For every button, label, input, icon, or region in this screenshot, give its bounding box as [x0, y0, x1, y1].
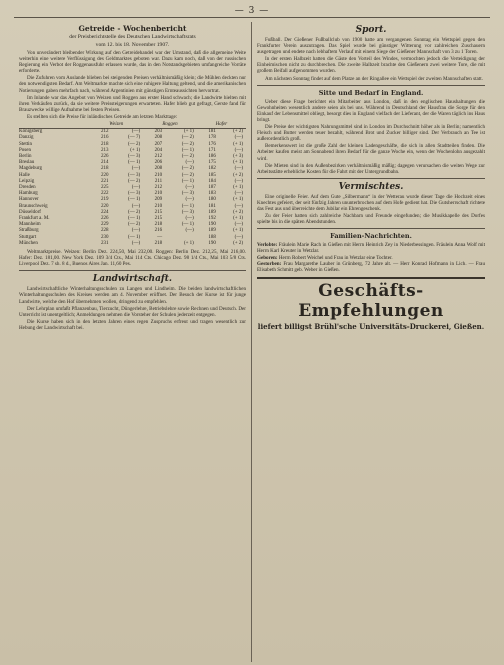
- family-text: Herrn Robert Weichel und Frau in Wetzlar eine Tochter.: [278, 254, 393, 261]
- price-cell: 230: [100, 234, 109, 240]
- england-heading: Sitte und Bedarf in England.: [318, 88, 424, 97]
- price-cell: (+ 1): [233, 185, 243, 191]
- price-cell: (+ 1): [183, 240, 194, 246]
- sport-heading: Sport.: [355, 25, 387, 35]
- england-paragraph: Die Preise der wichtigsten Nahrungsmittel sind in London im Durchschnitt höher als in Berlin; namentlich Fleisch und Butter werden teuer bezahlt, während Brot und Zucker billiger sind. Der Verbrauch an Tee ist außerordentlich groß.: [257, 124, 485, 143]
- price-cell: (—): [234, 191, 243, 197]
- business-advertisement: [257, 277, 485, 331]
- price-cell: (— 1): [128, 160, 141, 166]
- price-cell: 221: [100, 178, 109, 184]
- ad-title: Geschäfts-Empfehlungen: [298, 281, 444, 322]
- price-cell: 185: [208, 172, 216, 178]
- grain-report-paragraph: Im Inlande war das Angebot von Weizen und Roggen aus erster Hand schwach; die Landwirte hielten mit ihren Verkäufen zurück, da sie weitere Preissteigerungen erwarteten. Hafer blieb gut gefragt, Gerste fand für Brauzwecke willige Aufnahme bei festen Preisen.: [19, 94, 246, 113]
- price-cell: 219: [100, 197, 109, 203]
- family-text: Fräulein Marie Rach in Gießen mit Herrn Heinrich Zey in Niederbessingen. Fräulein Anna Wolf mit Herrn Karl Kreuter in Wetzlar.: [257, 242, 485, 255]
- price-cell: (— 2): [181, 135, 194, 141]
- price-cell: (—): [234, 166, 243, 172]
- table-row: [19, 241, 246, 247]
- city-cell: Straßburg: [19, 228, 39, 234]
- grain-price-table: [19, 122, 246, 247]
- price-cell: (+ 3): [233, 154, 243, 160]
- price-cell: 220: [100, 203, 109, 209]
- price-cell: (—): [185, 228, 194, 234]
- price-cell: 212: [100, 129, 109, 135]
- grain-report-paragraph: Von unverändert bleibender Wirkung auf den Getreidehandel war der Umstand, daß die allgemeine Weite weiterhin eine weitere Verflüssigung des Geldmarktes geboten war. Dazu kam noch, daß von der russischen Regierung ein Verbot der Roggenausfuhr erlassen wurde, das in den Notstandsgebieten umfangreiche Vorräte erforderte.: [19, 50, 246, 75]
- table-body: [19, 129, 246, 247]
- price-cell: 218: [100, 166, 109, 172]
- price-cell: (—): [185, 185, 194, 191]
- price-cell: 189: [208, 209, 216, 215]
- price-cell: (— 2): [128, 222, 141, 228]
- price-cell: (— 2): [128, 141, 141, 147]
- price-cell: 212: [154, 185, 163, 191]
- price-cell: 226: [100, 216, 109, 222]
- family-text: Frau Margarethe Lauber in Grünberg, 72 Jahre alt. — Herr Konrad Hofmann in Lich. — Frau Elisabeth Schmitt geb. Weber in Gießen.: [257, 260, 485, 274]
- price-cell: (+ 2): [233, 209, 243, 215]
- price-cell: (—): [185, 160, 194, 166]
- city-cell: Frankfurt a. M.: [19, 216, 50, 222]
- city-cell: Braunschweig: [19, 203, 48, 209]
- price-cell: (—): [234, 178, 243, 184]
- table-header-row: [19, 122, 246, 129]
- price-cell: (— 3): [128, 154, 141, 160]
- price-cell: (— 2): [181, 172, 194, 178]
- price-cell: (— 1): [181, 203, 194, 209]
- city-cell: Hamburg: [19, 191, 38, 197]
- city-cell: Dresden: [19, 185, 36, 191]
- price-cell: 215: [154, 216, 163, 222]
- price-cell: (—): [234, 147, 243, 153]
- price-cell: 207: [154, 141, 163, 147]
- sport-paragraph: Am nächsten Sonntag findet auf dem Platze an der Ringallee ein Wettspiel der zweiten Mannschaften statt.: [265, 75, 483, 82]
- price-cell: (— 3): [128, 172, 141, 178]
- left-column: [14, 22, 252, 662]
- grain-report-paragraph: Die Zufuhren vom Auslande blieben bei steigenden Preisen verhältnismäßig klein; die Mühlen deckten nur den notwendigsten Bedarf. Am Weltmarkte machte sich eine ruhigere Haltung geltend, und die amerikanischen Notierungen gaben mehrfach nach, während Argentinien mit günstigen Ernteaussichten hervortrat.: [19, 75, 246, 94]
- price-cell: —: [157, 234, 163, 240]
- price-cell: (+ 1): [233, 216, 243, 222]
- price-cell: (— 2): [181, 154, 194, 160]
- city-cell: Magdeburg: [19, 166, 42, 172]
- price-cell: (—): [131, 166, 141, 172]
- price-cell: 176: [208, 141, 216, 147]
- price-cell: 203: [154, 129, 163, 135]
- city-cell: München: [19, 240, 38, 246]
- price-cell: (+ 1): [183, 129, 194, 135]
- agriculture-paragraph: Landwirtschaftliche Winterhaltungsschulen zu Langen und Lindheim. Die beiden landwirtschaftlichen Winterhaltungsschulen des Kreises werden am 4. November eröffnet. Der Besuch der Kurse ist für junge Landwirte, welche den Hof übernehmen wollen, dringend zu empfehlen.: [19, 286, 246, 305]
- misc-paragraph: Eine originelle Feier. Auf dem Gute „Silbermann“ in der Wetterau wurde dieser Tage die Hochzeit eines Knechtes gefeiert, der seit fünfzig Jahren ununterbrochen auf dem Hofe gedient hat. Die Gutsherrschaft richtete das Fest aus und überreichte dem Jubilar ein Ehrengeschenk.: [257, 193, 485, 212]
- price-cell: (— 2): [128, 178, 141, 184]
- grain-report-title: Getreide - Wochenbericht: [78, 24, 187, 33]
- price-cell: (+ 1): [233, 160, 243, 166]
- misc-paragraph: Zu der Feier hatten sich zahlreiche Nachbarn und Freunde eingefunden; die Musikkapelle des Dorfes spielte bis in die späten Abendstunden.: [257, 213, 485, 226]
- divider: [257, 228, 485, 229]
- price-cell: (—): [185, 197, 194, 203]
- agriculture-heading: Landwirtschaft.: [92, 274, 173, 285]
- price-cell: (— 3): [181, 191, 194, 197]
- price-cell: 180: [208, 197, 216, 203]
- price-cell: 208: [154, 135, 163, 141]
- agriculture-paragraph: Der Lehrplan umfaßt Pflanzenbau, Tierzucht, Düngerlehre, Betriebslehre sowie Rechnen und Deutsch. Der Unterricht ist unentgeltlich; Anmeldungen nehmen die Vorsteher der Schulen jederzeit entgegen.: [19, 305, 246, 318]
- columns: [14, 22, 490, 662]
- city-cell: Stuttgart: [19, 234, 37, 240]
- price-cell: (—): [234, 222, 243, 228]
- table-header: [19, 122, 89, 129]
- price-cell: 178: [208, 135, 216, 141]
- family-notice: [257, 242, 485, 254]
- city-cell: Hannover: [19, 197, 39, 203]
- price-cell: 183: [208, 191, 216, 197]
- family-heading: Familien-Nachrichten.: [330, 232, 412, 241]
- price-cell: 231: [100, 240, 109, 246]
- price-cell: (— 1): [128, 197, 141, 203]
- city-cell: Stettin: [19, 141, 33, 147]
- right-column: [252, 22, 490, 662]
- page-number: — 3 —: [14, 6, 490, 18]
- price-cell: (— 7): [128, 135, 141, 141]
- price-cell: 211: [154, 178, 163, 184]
- price-cell: 218: [100, 141, 109, 147]
- grain-report-date: vom 12. bis 18. November 1907.: [95, 42, 170, 48]
- agriculture-paragraph: Die Kurse haben sich in den letzten Jahren eines regen Zuspruchs erfreut und tragen wesentlich zur Hebung der Landwirtschaft bei.: [19, 318, 246, 331]
- england-paragraph: Die Mieten sind in den Außenbezirken verhältnismäßig mäßig; dagegen verursachen die weiten Wege zur Arbeitsstätte erhebliche Kosten für die Fahrt mit der Untergrundbahn.: [257, 162, 485, 175]
- price-cell: (—): [185, 216, 194, 222]
- price-cell: 210: [154, 191, 163, 197]
- price-cell: 224: [100, 209, 109, 215]
- price-cell: 187: [208, 185, 216, 191]
- table-header: Roggen: [143, 122, 197, 129]
- price-cell: 175: [208, 160, 216, 166]
- price-cell: (—): [131, 240, 141, 246]
- price-cell: 171: [208, 147, 216, 153]
- england-paragraph: Ueber diese Frage berichtet ein Mitarbeiter aus London, daß in den englischen Haushaltungen die Gewohnheiten wesentlich andere seien als bei uns. Während in Deutschland der Hausfrau die Sorge für den Einkauf der Lebensmittel obliegt, besorgt dies in England vielfach der Lieferant, der die Waren täglich ins Haus bringt.: [257, 98, 485, 123]
- city-cell: Danzig: [19, 135, 34, 141]
- price-cell: 186: [208, 154, 216, 160]
- price-cell: 181: [208, 203, 216, 209]
- price-cell: (+ 1): [130, 147, 141, 153]
- price-cell: (— 2): [181, 141, 194, 147]
- divider: [19, 270, 246, 271]
- table-header: Hafer: [197, 122, 246, 129]
- price-cell: 216: [154, 228, 163, 234]
- price-cell: 188: [208, 234, 216, 240]
- price-cell: (— 1): [181, 147, 194, 153]
- table-row: [19, 129, 246, 136]
- city-cell: Königsberg: [19, 129, 43, 135]
- price-cell: 215: [154, 209, 163, 215]
- price-cell: (+ 1): [233, 228, 243, 234]
- grain-report-paragraph: Es stellten sich die Preise für inländisches Getreide am letzten Markttage:: [27, 113, 178, 120]
- city-cell: Düsseldorf: [19, 209, 41, 215]
- price-cell: (+ 1): [233, 141, 243, 147]
- family-label: Geboren:: [257, 254, 278, 261]
- price-cell: (—): [131, 203, 141, 209]
- city-cell: Breslau: [19, 160, 35, 166]
- ad-printer-line: liefert billigst Brühl'sche Universitäts-Druckerei, Gießen.: [257, 322, 485, 332]
- price-cell: (—): [131, 228, 141, 234]
- price-cell: 226: [100, 154, 109, 160]
- price-cell: (+ 1): [233, 197, 243, 203]
- price-cell: (—): [234, 203, 243, 209]
- price-cell: 192: [208, 216, 216, 222]
- price-cell: 189: [208, 228, 216, 234]
- price-cell: 214: [100, 160, 109, 166]
- price-cell: 213: [100, 147, 109, 153]
- price-cell: (— 2): [181, 166, 194, 172]
- price-cell: 216: [100, 135, 109, 141]
- family-label: Gestorben:: [257, 260, 282, 267]
- table-header: Weizen: [89, 122, 143, 129]
- price-cell: 210: [154, 172, 163, 178]
- sport-paragraph: In der ersten Halbzeit hatten die Gäste den Vorteil des Windes, vermochten jedoch die Verteidigung der Einheimischen nicht zu durchbrechen. Die zweite Halbzeit brachte den Gießenern zwei weitere Tore, die mit großem Beifall aufgenommen wurden.: [257, 56, 485, 75]
- price-cell: (— 2): [128, 209, 141, 215]
- price-cell: (—): [131, 185, 141, 191]
- family-notice: [257, 261, 485, 273]
- family-label: Verlobte:: [257, 242, 278, 249]
- city-cell: Halle: [19, 172, 30, 178]
- sport-paragraph: Fußball. Der Gießener Fußballclub von 1900 hatte am vergangenen Sonntag ein Wettspiel gegen den Frankfurter Verein auszutragen. Das Spiel wurde bei günstiger Witterung vor zahlreichen Zuschauern ausgetragen und endete nach lebhaftem Verlauf mit einem Siege der Gießener Mannschaft von 3 zu 1 Toren.: [257, 37, 485, 56]
- price-cell: (— 1): [181, 222, 194, 228]
- price-cell: (+ 2): [233, 240, 243, 246]
- price-cell: 218: [154, 222, 163, 228]
- price-cell: 212: [154, 154, 163, 160]
- price-cell: (— 3): [128, 191, 141, 197]
- price-cell: 208: [154, 166, 163, 172]
- price-cell: (— 1): [128, 216, 141, 222]
- price-cell: 204: [154, 147, 163, 153]
- price-cell: 181: [208, 129, 216, 135]
- price-cell: (+ 2): [233, 129, 243, 135]
- price-cell: (+ 2): [233, 172, 243, 178]
- price-cell: 218: [154, 240, 163, 246]
- divider: [257, 178, 485, 179]
- divider: [257, 85, 485, 86]
- price-cell: 225: [100, 185, 109, 191]
- price-cell: (— 1): [181, 178, 194, 184]
- price-cell: 220: [100, 172, 109, 178]
- misc-heading: Vermischtes.: [338, 181, 404, 192]
- price-cell: 184: [208, 178, 216, 184]
- price-cell: (— 1): [128, 234, 141, 240]
- price-cell: 209: [154, 197, 163, 203]
- price-cell: 190: [208, 222, 216, 228]
- price-cell: (—): [234, 135, 243, 141]
- price-cell: 182: [208, 166, 216, 172]
- city-cell: Posen: [19, 147, 31, 153]
- price-cell: 228: [100, 228, 109, 234]
- price-cell: (—): [234, 234, 243, 240]
- grain-report-subtitle: der Preisberichtstelle des Deutschen Landwirtschaftsrats: [69, 34, 196, 40]
- world-market-paragraph: Weltmarktpreise. Weizen: Berlin Dez. 224,50, Mai 232,00. Roggen: Berlin Dez. 212,25, Mai 216,00. Hafer: Dez. 181,00. New York Dez. 109 3/4 Cts., Mai 114 Cts. Chicago Dez. 98 1/4 Cts., Mai 103 5/8 Cts. Liverpool Dez. 7 sh. 8 d., Buenos Aires Jan. 11,60 Pes.: [19, 249, 246, 268]
- price-cell: 229: [100, 222, 109, 228]
- price-cell: 222: [100, 191, 109, 197]
- price-cell: 206: [154, 160, 163, 166]
- price-cell: 210: [154, 203, 163, 209]
- price-cell: 190: [208, 240, 216, 246]
- city-cell: Mannheim: [19, 222, 41, 228]
- city-cell: Leipzig: [19, 178, 35, 184]
- england-paragraph: Bemerkenswert ist die große Zahl der kleinen Ladengeschäfte, die sich in allen Stadtteilen finden. Die Arbeiter kaufen meist am Sonnabend ihren Bedarf für die ganze Woche ein, wenn der Wochenlohn ausgezahlt wird.: [257, 143, 485, 162]
- price-cell: (—): [131, 129, 141, 135]
- city-cell: Berlin: [19, 154, 32, 160]
- price-cell: (— 3): [181, 209, 194, 215]
